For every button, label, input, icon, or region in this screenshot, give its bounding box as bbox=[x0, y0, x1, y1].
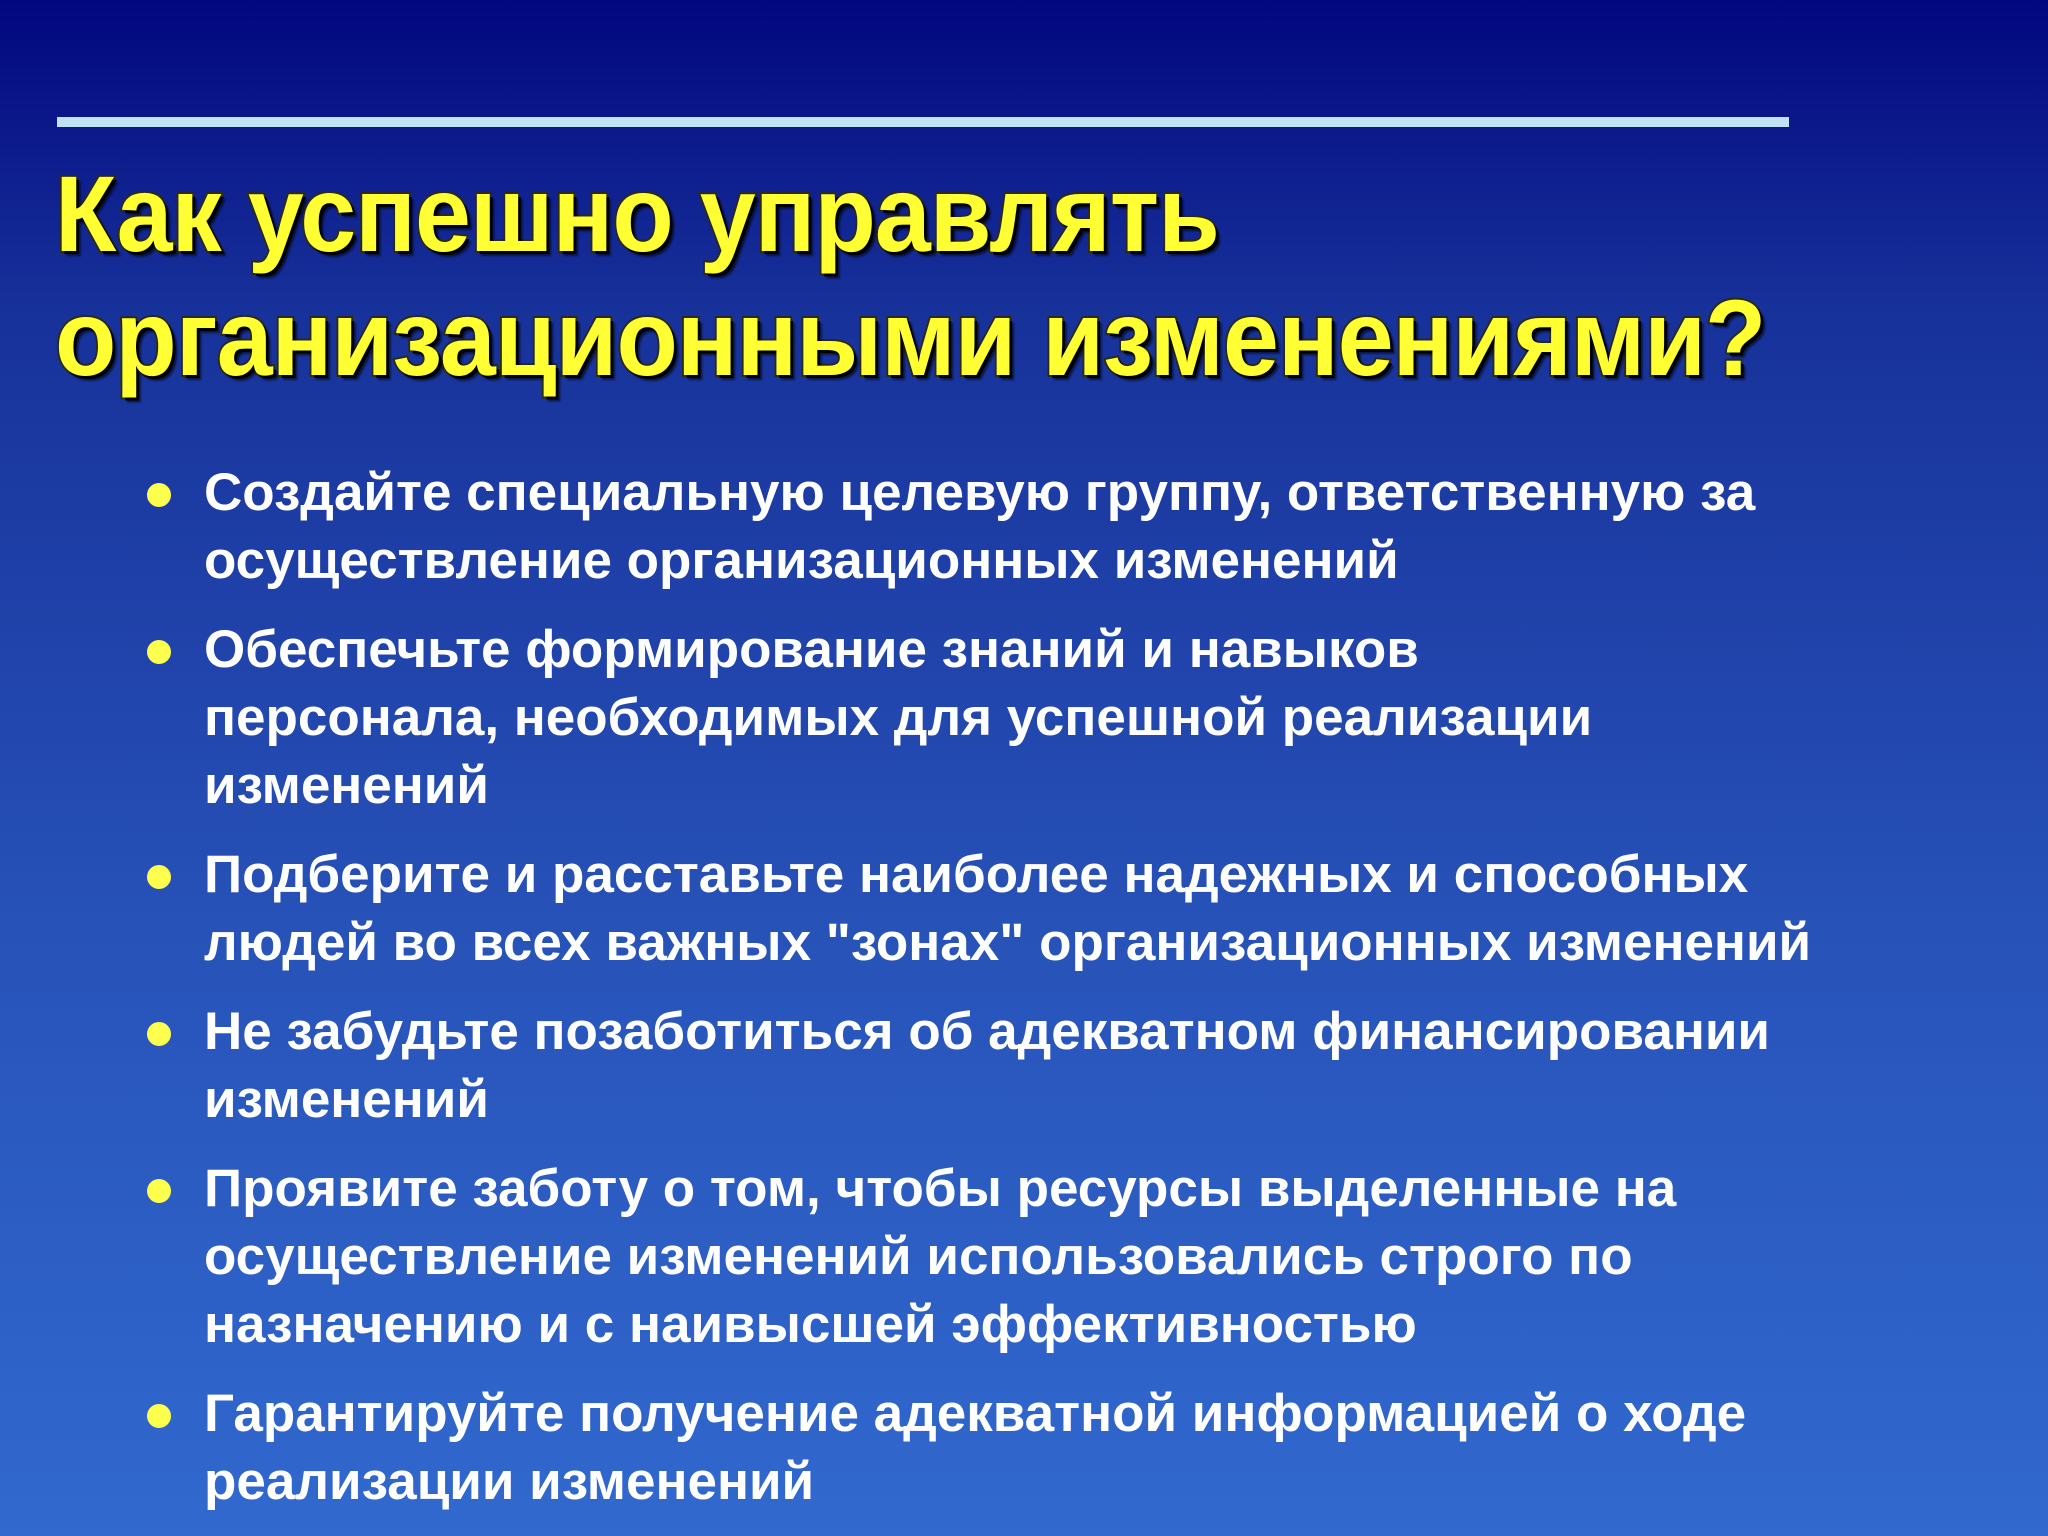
bullet-dot-icon bbox=[147, 483, 171, 507]
bullet-text: Проявите заботу о том, чтобы ресурсы выделенные на осуществление изменений использовались строго по назначению и с наивысшей эффективностью bbox=[204, 1159, 1677, 1354]
bullet-text: Гарантируйте получение адекватной информацией о ходе реализации изменений bbox=[204, 1384, 1747, 1511]
bullet-text: Создайте специальную целевую группу, ответственную за осуществление организационных изменений bbox=[204, 463, 1756, 590]
bullet-dot-icon bbox=[147, 1022, 171, 1046]
bullet-text: Обеспечьте формирование знаний и навыков персонала, необходимых для успешной реализации изменений bbox=[204, 620, 1593, 815]
bullet-text: Не забудьте позаботиться об адекватном финансировании изменений bbox=[204, 1002, 1771, 1129]
bullet-dot-icon bbox=[147, 1179, 171, 1203]
bullet-dot-icon bbox=[147, 865, 171, 889]
bullet-dot-icon bbox=[147, 1404, 171, 1428]
bullet-text: Подберите и расставьте наиболее надежных и способных людей во всех важных "зонах" организационных изменений bbox=[204, 845, 1812, 972]
bullet-dot-icon bbox=[147, 640, 171, 664]
slide-title: Как успешно управлять организационными изменениями? bbox=[55, 153, 1766, 398]
